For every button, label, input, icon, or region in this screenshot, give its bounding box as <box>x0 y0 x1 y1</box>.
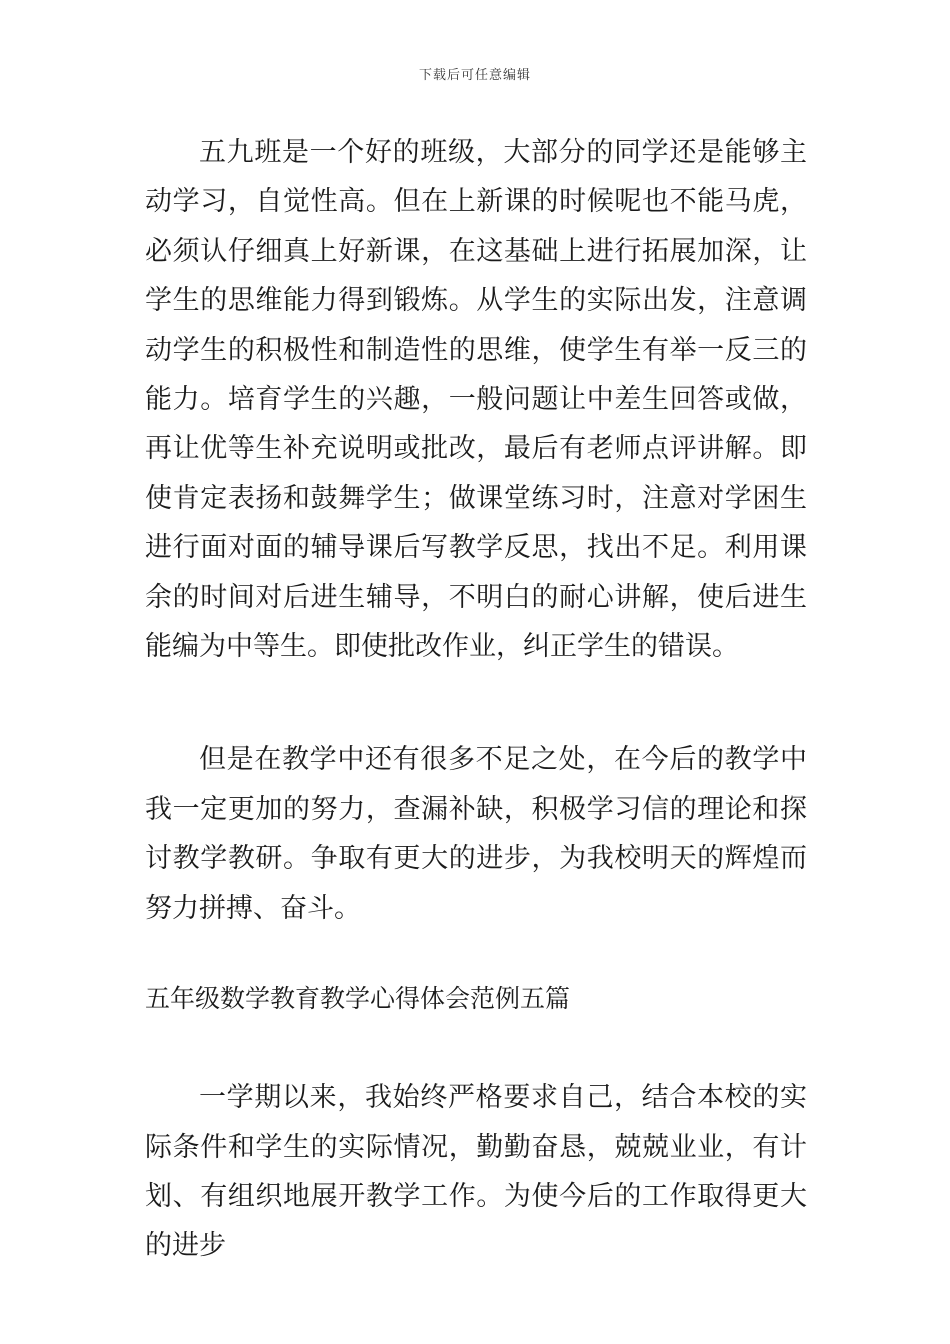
page-header: 下载后可任意编辑 <box>418 68 531 83</box>
section-title: 五年级数学教育教学心得体会范例五篇 <box>145 984 571 1014</box>
paragraph-semester-summary: 一学期以来，我始终严格要求自己，结合本校的实际条件和学生的实际情况，勤勤奋恳，兢兢业业，有计划、有组织地展开教学工作。为使今后的工作取得更大的进步 <box>145 1082 807 1262</box>
paragraph-shortcomings: 但是在教学中还有很多不足之处，在今后的教学中我一定更加的努力，查漏补缺，积极学习信的理论和探讨教学教研。争取有更大的进步，为我校明天的辉煌而努力拼搏、奋斗。 <box>145 744 807 924</box>
document-body <box>145 128 807 1271</box>
paragraph-class-overview: 五九班是一个好的班级，大部分的同学还是能够主动学习，自觉性高。但在上新课的时候呢也不能马虎，必须认仔细真上好新课，在这基础上进行拓展加深，让学生的思维能力得到锻炼。从学生的实际出发，注意调动学生的积极性和制造性的思维，使学生有举一反三的能力。培育学生的兴趣，一般问题让中差生回答或做，再让优等生补充说明或批改，最后有老师点评讲解。即使肯定表扬和鼓舞学生；做课堂练习时，注意对学困生进行面对面的辅导课后写教学反思，找出不足。利用课余的时间对后进生辅导，不明白的耐心讲解，使后进生能编为中等生。即使批改作业，纠正学生的错误。 <box>145 137 807 663</box>
